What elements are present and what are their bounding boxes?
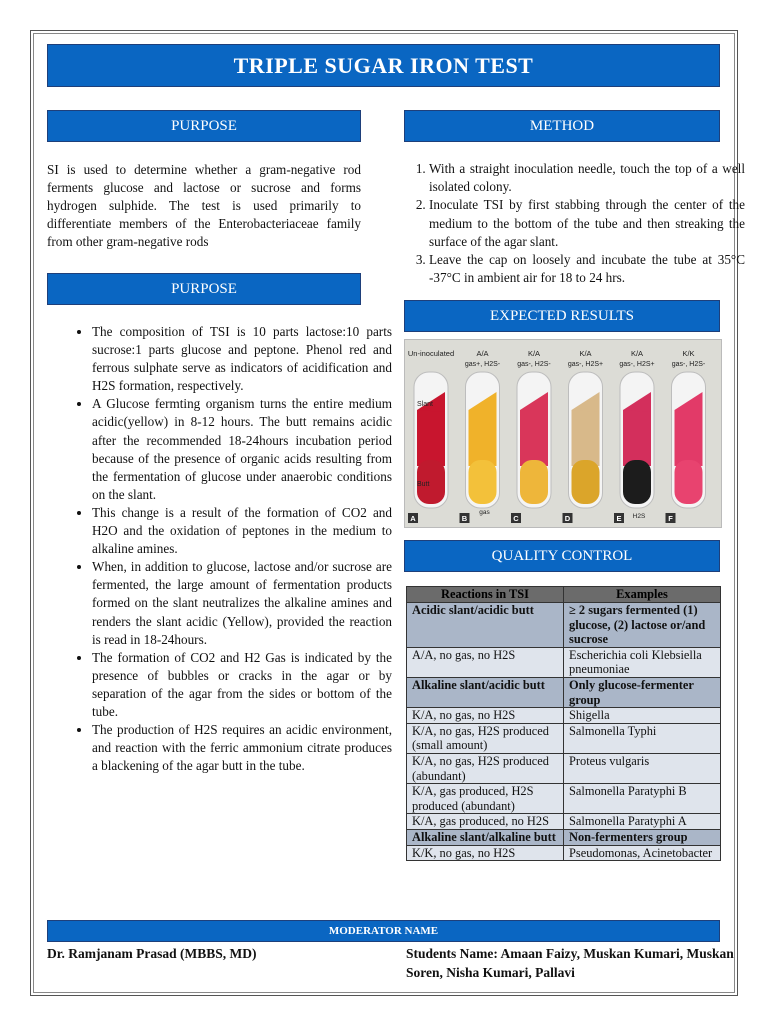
purpose2-point: • A Glucose fermting organism turns the entire medium acidic(yellow) in 8-12 hours. The butt remains acidic after the recommended 18-24hours incubation period because of the presence of organic acids resulting from the fermentation of glucose under anaerobic conditions on the slant. <box>92 395 392 504</box>
tube-slant <box>520 410 548 466</box>
col-reactions: Reactions in TSI <box>407 587 564 603</box>
reaction-cell: Alkaline slant/alkaline butt <box>407 829 564 845</box>
method-steps <box>405 160 745 287</box>
reaction-cell: K/K, no gas, no H2S <box>407 845 564 861</box>
gas-annotation: gas <box>479 509 490 516</box>
reaction-cell: Alkaline slant/acidic butt <box>407 677 564 707</box>
reaction-cell: K/A, gas produced, H2S produced (abundant) <box>407 784 564 814</box>
tube-butt <box>469 460 497 504</box>
tube-label: K/A <box>527 349 541 358</box>
tube-slant <box>469 410 497 466</box>
purpose2-point: • The formation of CO2 and H2 Gas is indicated by the presence of bubbles or cracks in the agar or by separation of the agar from the sides or bottom of the tube. <box>92 649 392 721</box>
example-cell: Non-fermenters group <box>564 829 721 845</box>
butt-annotation: Butt <box>417 481 430 488</box>
example-cell: Escherichia coli Klebsiella pneumoniae <box>564 647 721 677</box>
tube-label: gas-, H2S+ <box>619 361 655 368</box>
reaction-cell: K/A, gas produced, no H2S <box>407 814 564 830</box>
table-row <box>407 784 721 814</box>
purpose-heading: PURPOSE <box>47 110 361 142</box>
tube-slant <box>572 410 600 466</box>
tube-letter: F <box>668 514 673 523</box>
page-title: TRIPLE SUGAR IRON TEST <box>47 44 720 87</box>
purpose2-point: • The production of H2S requires an acidic environment, and reaction with the ferric ammonium citrate produces a blackening of the agar butt in the tube. <box>92 721 392 775</box>
tube-label: gas-, H2S- <box>517 361 551 368</box>
quality-heading: QUALITY CONTROL <box>404 540 720 572</box>
tube-slant <box>623 410 651 466</box>
tube-letter: E <box>616 514 622 523</box>
tube-label: gas-, H2S- <box>671 361 706 368</box>
col-examples: Examples <box>564 587 721 603</box>
example-cell: Shigella <box>564 708 721 724</box>
tube-label: Un-inoculated <box>407 349 455 358</box>
tube-label: gas-, H2S+ <box>567 361 604 368</box>
tube-letter: C <box>513 514 519 523</box>
quality-control-table <box>406 586 721 861</box>
table-group-row <box>407 829 721 845</box>
moderator-name: Dr. Ramjanam Prasad (MBBS, MD) <box>47 946 257 961</box>
tube-butt <box>572 460 600 504</box>
purpose-text: SI is used to determine whether a gram-negative rod ferments glucose and lactose or sucrose and forms hydrogen sulphide. The test is used primarily to differentiate members of the Enterobacteriaceae family from other gram-negative rods <box>47 162 361 249</box>
table-header-row <box>407 587 721 603</box>
h2s-annotation: H2S <box>632 513 646 520</box>
purpose2-point: • This change is a result of the formation of CO2 and H2O and the oxidation of peptones in the medium to alkaline amines. <box>92 504 392 558</box>
tsi-tubes-photo <box>404 339 722 528</box>
table-row <box>407 814 721 830</box>
purpose2-point: • The composition of TSI is 10 parts lactose:10 parts sucrose:1 parts glucose and peptone. Phenol red and ferrous sulphate serve as indicators of acidification and H2S formation, respectively. <box>92 323 392 395</box>
tube-label: K/K <box>682 349 695 358</box>
example-cell: Salmonella Typhi <box>564 723 721 753</box>
tube-letter: A <box>410 514 416 523</box>
table-row <box>407 845 721 861</box>
reaction-cell: K/A, no gas, no H2S <box>407 708 564 724</box>
table-group-row <box>407 677 721 707</box>
tube-letter: D <box>564 514 571 523</box>
method-heading: METHOD <box>404 110 720 142</box>
purpose2-point: • When, in addition to glucose, lactose and/or sucrose are fermented, the large amount of fermentation products formed on the slant neutralizes the alkaline amines and renders the slant acidic (Yellow), provided the reaction is read in 18-24hours. <box>92 558 392 648</box>
method-step: 1. With a straight inoculation needle, touch the top of a well isolated colony. <box>429 160 745 196</box>
example-cell: Proteus vulgaris <box>564 753 721 783</box>
example-cell: Only glucose-fermenter group <box>564 677 721 707</box>
reaction-cell: Acidic slant/acidic butt <box>407 603 564 648</box>
table-group-row <box>407 603 721 648</box>
tube-label: K/A <box>579 349 592 358</box>
tube-label: K/A <box>630 349 644 358</box>
purpose2-list <box>62 323 392 775</box>
moderator-heading: MODERATOR NAME <box>47 920 720 942</box>
example-cell: ≥ 2 sugars fermented (1) glucose, (2) lactose or/and sucrose <box>564 603 721 648</box>
students-names: Students Name: Amaan Faizy, Muskan Kumari, Muskan Soren, Nisha Kumari, Pallavi <box>406 946 734 980</box>
table-row <box>407 753 721 783</box>
table-row <box>407 708 721 724</box>
tubes-illustration <box>405 340 721 527</box>
purpose2-heading: PURPOSE <box>47 273 361 305</box>
tube-letter: B <box>461 514 468 523</box>
reaction-cell: K/A, no gas, H2S produced (small amount) <box>407 723 564 753</box>
table-row <box>407 647 721 677</box>
tube-butt <box>675 460 703 504</box>
tube-slant <box>417 410 445 466</box>
tube-butt <box>623 460 651 504</box>
method-step: 2. Inoculate TSI by first stabbing through the center of the medium to the bottom of the tube and then streaking the surface of the agar slant. <box>429 196 745 251</box>
expected-heading: EXPECTED RESULTS <box>404 300 720 332</box>
example-cell: Salmonella Paratyphi A <box>564 814 721 830</box>
table-row <box>407 723 721 753</box>
reaction-cell: A/A, no gas, no H2S <box>407 647 564 677</box>
tube-label: A/A <box>476 349 489 358</box>
reaction-cell: K/A, no gas, H2S produced (abundant) <box>407 753 564 783</box>
method-step: 3. Leave the cap on loosely and incubate the tube at 35°C -37°C in ambient air for 18 to 24 hrs. <box>429 251 745 287</box>
example-cell: Salmonella Paratyphi B <box>564 784 721 814</box>
example-cell: Pseudomonas, Acinetobacter <box>564 845 721 861</box>
tube-label: gas+, H2S- <box>464 361 501 368</box>
tube-butt <box>520 460 548 504</box>
slant-annotation: Slant <box>417 401 433 408</box>
tube-slant <box>675 410 703 466</box>
